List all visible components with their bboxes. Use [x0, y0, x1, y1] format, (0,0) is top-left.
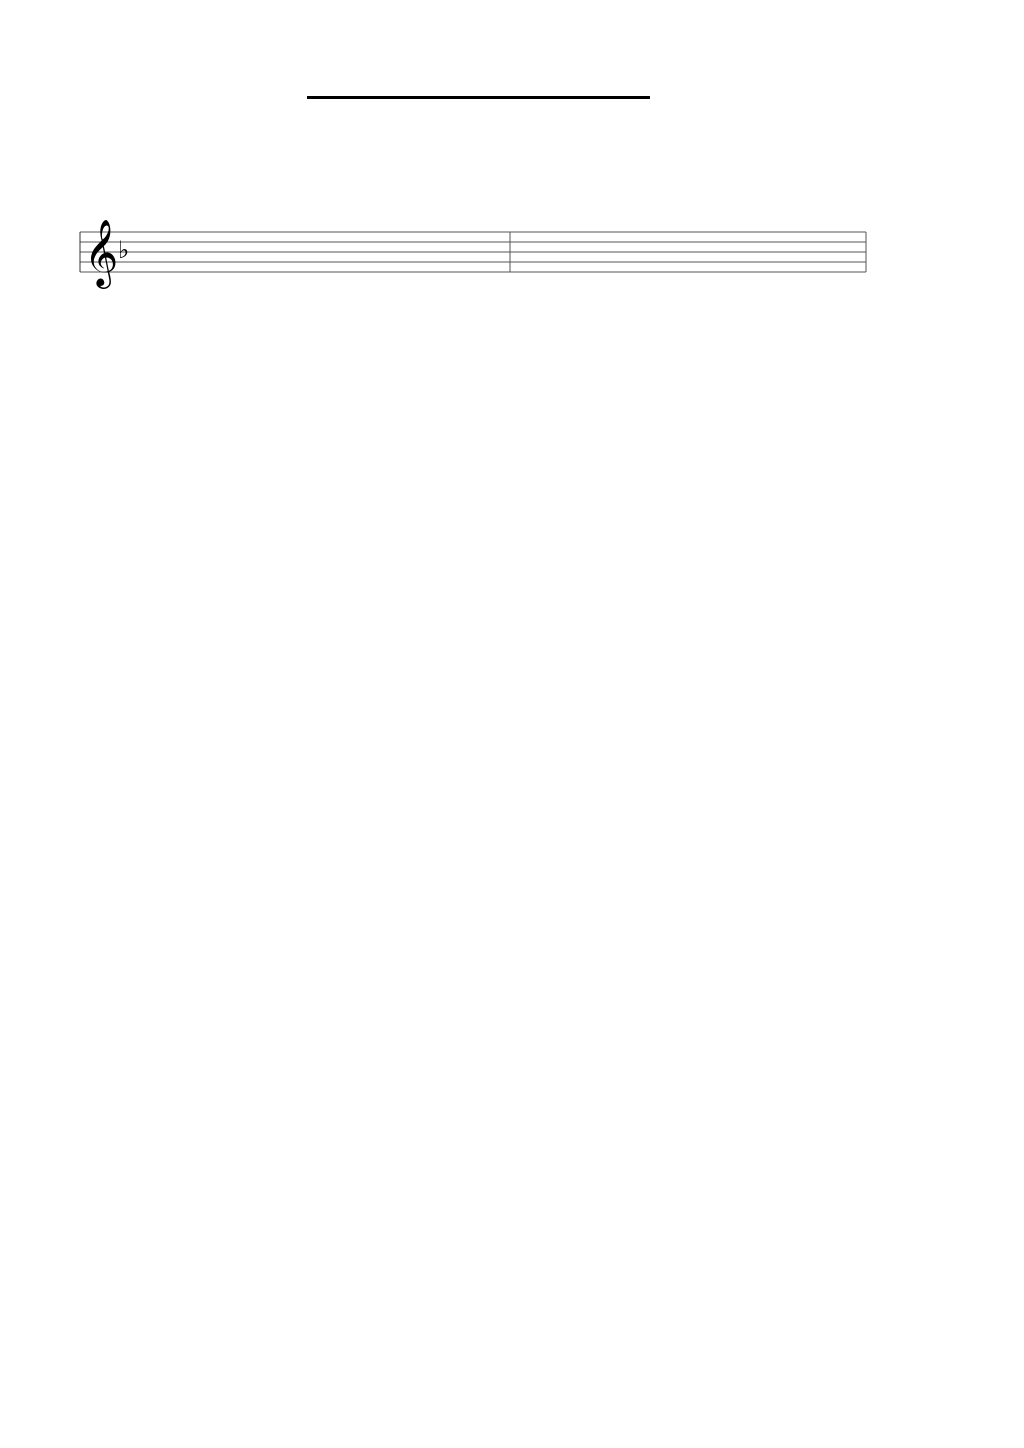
flat-icon: ♭	[118, 236, 130, 264]
treble-clef-icon: 𝄞	[84, 218, 119, 286]
